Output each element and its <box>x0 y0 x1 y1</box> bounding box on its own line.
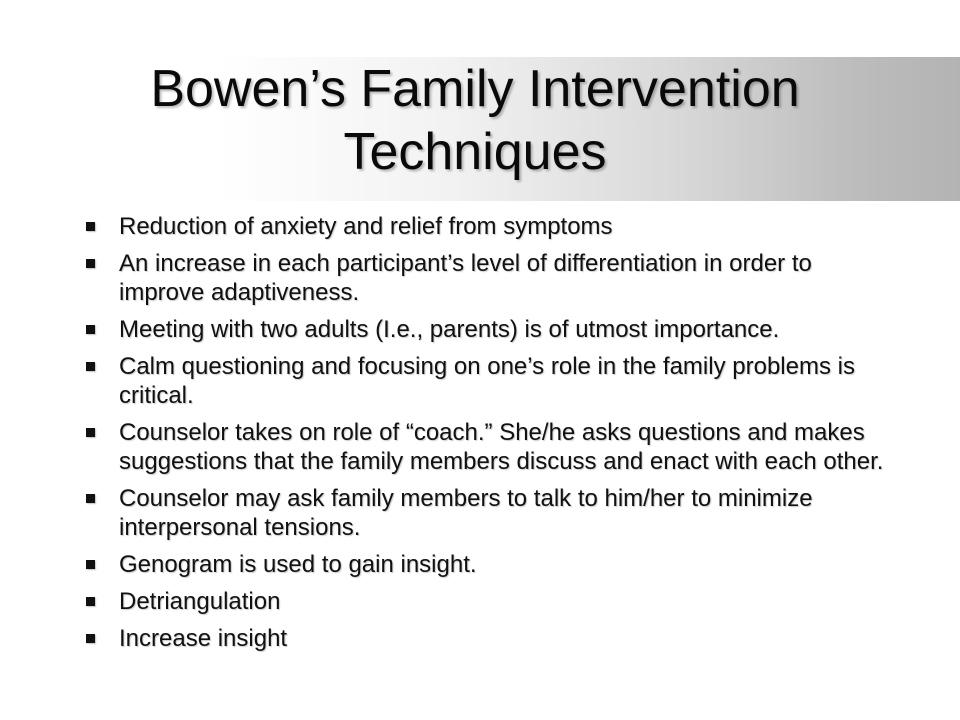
bullet-text: Detriangulation <box>119 588 281 615</box>
bullet-item <box>80 352 900 410</box>
bullet-text: Reduction of anxiety and relief from symptoms <box>119 213 613 240</box>
square-bullet-icon <box>86 494 95 503</box>
square-bullet-icon <box>86 362 95 371</box>
square-bullet-icon <box>86 325 95 334</box>
bullet-item <box>80 315 900 344</box>
bullet-item <box>80 249 900 307</box>
square-bullet-icon <box>86 560 95 569</box>
square-bullet-icon <box>86 634 95 643</box>
slide-title-line-2: Techniques <box>343 123 607 181</box>
bullet-text: Increase insight <box>119 625 288 652</box>
bullet-text: Counselor may ask family members to talk to him/her to minimize interpersonal tensions. <box>119 485 813 541</box>
square-bullet-icon <box>86 222 95 231</box>
bullet-list <box>80 212 900 661</box>
bullet-item <box>80 587 900 616</box>
square-bullet-icon <box>86 428 95 437</box>
slide-title <box>40 58 910 184</box>
bullet-item <box>80 624 900 653</box>
square-bullet-icon <box>86 597 95 606</box>
bullet-text: An increase in each participant’s level of differentiation in order to improve adaptiveness. <box>119 250 812 306</box>
bullet-item <box>80 212 900 241</box>
bullet-text: Meeting with two adults (I.e., parents) is of utmost importance. <box>119 316 780 343</box>
bullet-item <box>80 550 900 579</box>
square-bullet-icon <box>86 259 95 268</box>
bullet-text: Calm questioning and focusing on one’s role in the family problems is critical. <box>119 353 855 409</box>
slide-title-line-1: Bowen’s Family Intervention <box>150 60 800 118</box>
bullet-text: Counselor takes on role of “coach.” She/he asks questions and makes suggestions that the family members discuss and enact with each other. <box>119 419 884 475</box>
bullet-text: Genogram is used to gain insight. <box>119 551 477 578</box>
bullet-item <box>80 418 900 476</box>
bullet-item <box>80 484 900 542</box>
